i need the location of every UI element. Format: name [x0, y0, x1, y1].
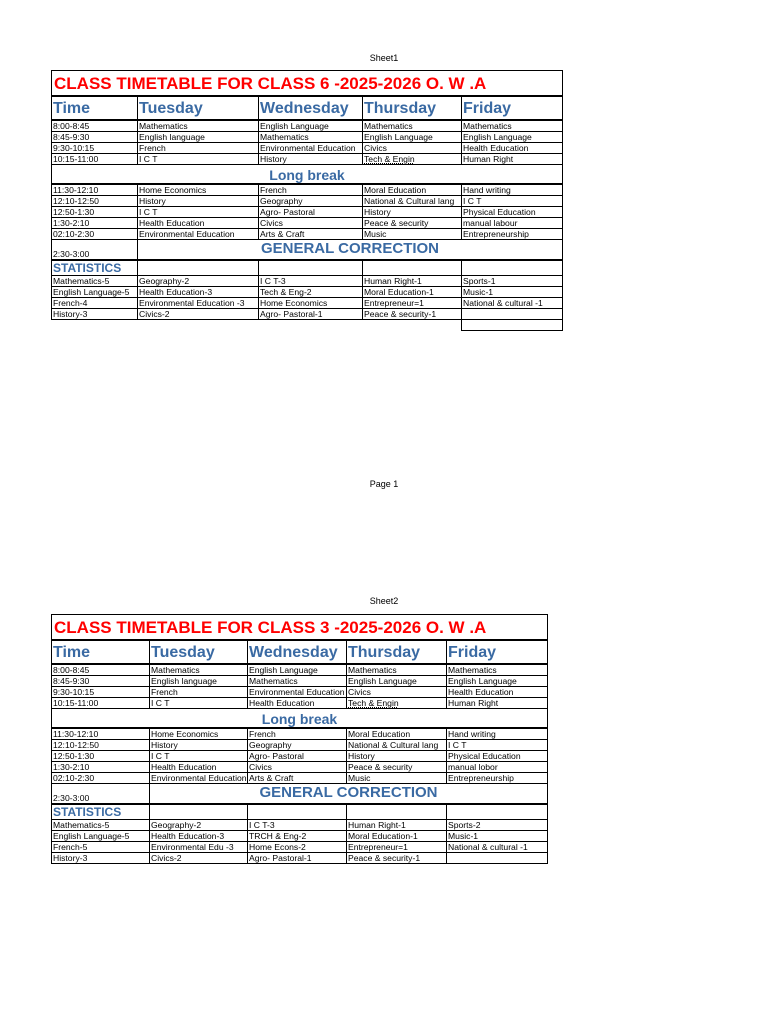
table-cell: National & cultural -1	[447, 842, 548, 853]
table-cell: French	[150, 687, 248, 698]
table-cell: Sports-2	[447, 820, 548, 831]
table-cell: Mathematics-5	[52, 276, 138, 287]
table-cell: Geography-2	[138, 276, 259, 287]
table-cell: National & cultural -1	[462, 298, 563, 309]
table-cell: Mathematics	[248, 676, 347, 687]
general-correction-label: GENERAL CORRECTION	[138, 240, 563, 261]
table-cell: 10:15-11:00	[52, 698, 150, 709]
table-cell: 12:50-1:30	[52, 751, 150, 762]
table-cell: Health Education-3	[138, 287, 259, 298]
table-cell: 9:30-10:15	[52, 143, 138, 154]
table-cell: Music-1	[462, 287, 563, 298]
table-cell: English Language	[248, 664, 347, 676]
table-cell: Human Right	[447, 698, 548, 709]
table-row	[52, 831, 548, 842]
table-cell: I C T-3	[259, 276, 363, 287]
column-header: Tuesday	[138, 96, 259, 120]
table-cell: 12:50-1:30	[52, 207, 138, 218]
table-row	[52, 298, 563, 309]
table-cell: Mathematics	[259, 132, 363, 143]
long-break-row	[52, 709, 548, 729]
table-cell: Mathematics	[447, 664, 548, 676]
page-label: Page 1	[369, 479, 399, 489]
table-cell: Civics	[347, 687, 447, 698]
table-cell: Environmental Education	[259, 143, 363, 154]
table-cell: 11:30-12:10	[52, 728, 150, 740]
title-row	[52, 615, 548, 641]
table-row	[52, 773, 548, 784]
table-cell: Mathematics	[150, 664, 248, 676]
sheet-label: Sheet2	[369, 596, 399, 606]
table-cell: Civics	[248, 762, 347, 773]
table-cell: Entrepreneur=1	[363, 298, 462, 309]
table-cell: Entrepreneurship	[462, 229, 563, 240]
table-cell: Agro- Pastoral-1	[248, 853, 347, 864]
table-cell: Moral Education-1	[363, 287, 462, 298]
table-cell: manual labour	[462, 218, 563, 229]
table-cell: History	[138, 196, 259, 207]
table-cell: Human Right-1	[347, 820, 447, 831]
table-cell: Mathematics	[138, 120, 259, 132]
table-cell: Home Econs-2	[248, 842, 347, 853]
table-cell: Civics	[363, 143, 462, 154]
table-cell: Human Right-1	[363, 276, 462, 287]
table-cell: Agro- Pastoral-1	[259, 309, 363, 320]
table-cell: Tech & Eng-2	[259, 287, 363, 298]
table-cell: Agro- Pastoral	[259, 207, 363, 218]
table-cell: Peace & security	[347, 762, 447, 773]
table-cell: History	[347, 751, 447, 762]
timetable-title: CLASS TIMETABLE FOR CLASS 6 -2025-2026 O. W .A	[52, 71, 563, 97]
table-cell	[363, 260, 462, 276]
table-cell: French-4	[52, 298, 138, 309]
table-cell	[150, 804, 248, 820]
table-cell: English Language-5	[52, 831, 150, 842]
table-cell: 02:10-2:30	[52, 773, 150, 784]
table-cell: Peace & security	[363, 218, 462, 229]
table-cell: I C T	[462, 196, 563, 207]
table-cell: 12:10-12:50	[52, 740, 150, 751]
timetable	[51, 614, 548, 864]
table-cell: 8:00-8:45	[52, 664, 150, 676]
table-cell	[462, 320, 563, 331]
table-cell: English language	[138, 132, 259, 143]
statistics-row	[52, 804, 548, 820]
table-row	[52, 853, 548, 864]
table-row	[52, 309, 563, 320]
table-cell: Health Education	[138, 218, 259, 229]
table-cell: Sports-1	[462, 276, 563, 287]
table-cell: 8:45-9:30	[52, 132, 138, 143]
long-break-row	[52, 165, 563, 185]
table-cell	[447, 804, 548, 820]
table-cell: Human Right	[462, 154, 563, 165]
table-row	[52, 320, 563, 331]
table-cell: Moral Education	[363, 184, 462, 196]
table-cell: Home Economics	[138, 184, 259, 196]
table-cell: 1:30-2:10	[52, 762, 150, 773]
table-cell: Entrepreneur=1	[347, 842, 447, 853]
general-correction-label: GENERAL CORRECTION	[150, 784, 548, 805]
table-cell: National & Cultural lang	[347, 740, 447, 751]
table-row	[52, 218, 563, 229]
table-cell: English Language-5	[52, 287, 138, 298]
table-cell: Physical Education	[447, 751, 548, 762]
table-cell	[138, 320, 259, 331]
column-header: Time	[52, 96, 138, 120]
table-row	[52, 120, 563, 132]
table-cell: 11:30-12:10	[52, 184, 138, 196]
statistics-label: STATISTICS	[52, 804, 150, 820]
table-cell: Entrepreneurship	[447, 773, 548, 784]
table-cell: Environmental Education	[249, 687, 345, 697]
table-cell: I C T-3	[248, 820, 347, 831]
table-row	[52, 196, 563, 207]
timetable-title: CLASS TIMETABLE FOR CLASS 3 -2025-2026 O. W .A	[52, 615, 548, 641]
table-row	[52, 276, 563, 287]
table-cell: 12:10-12:50	[52, 196, 138, 207]
column-header: Wednesday	[259, 96, 363, 120]
table-cell: Tech & Engin	[347, 698, 447, 709]
table-cell: Health Education	[462, 143, 563, 154]
table-cell: Agro- Pastoral	[248, 751, 347, 762]
table-cell: I C T	[150, 751, 248, 762]
table-row	[52, 751, 548, 762]
table-cell: Mathematics	[363, 120, 462, 132]
table-cell: French-5	[52, 842, 150, 853]
statistics-label: STATISTICS	[52, 260, 138, 276]
table-row	[52, 143, 563, 154]
header-row	[52, 640, 548, 664]
table-cell: English Language	[447, 676, 548, 687]
table-row	[52, 762, 548, 773]
table-cell: Tech & Engin	[363, 154, 462, 165]
table-cell: History	[363, 207, 462, 218]
table-cell	[52, 320, 138, 331]
table-cell: English Language	[259, 120, 363, 132]
long-break-label: Long break	[52, 165, 563, 185]
table-row	[52, 184, 563, 196]
table-row	[52, 740, 548, 751]
table-cell: Home Economics	[150, 728, 248, 740]
table-cell: Arts & Craft	[259, 229, 363, 240]
table-row	[52, 842, 548, 853]
table-cell: Geography	[259, 196, 363, 207]
table-cell: Hand writing	[447, 728, 548, 740]
table-cell: English Language	[347, 676, 447, 687]
column-header: Thursday	[363, 96, 462, 120]
table-cell	[462, 260, 563, 276]
table-cell: History	[259, 154, 363, 165]
table-cell: French	[259, 184, 363, 196]
table-cell: Geography-2	[150, 820, 248, 831]
table-cell: English Language	[363, 132, 462, 143]
table-cell: Geography	[248, 740, 347, 751]
column-header: Tuesday	[150, 640, 248, 664]
table-cell: Environmental Edu -3	[150, 842, 248, 853]
table-cell: I C T	[138, 154, 259, 165]
table-cell: Health Education	[447, 687, 548, 698]
table-cell: manual lobor	[447, 762, 548, 773]
table-cell: 2:30-3:00	[52, 784, 150, 805]
table-cell: 9:30-10:15	[52, 687, 150, 698]
table-cell: 02:10-2:30	[52, 229, 138, 240]
table-cell: 10:15-11:00	[52, 154, 138, 165]
table-cell: Moral Education-1	[347, 831, 447, 842]
table-row	[52, 229, 563, 240]
table-cell: 8:45-9:30	[52, 676, 150, 687]
table-cell: National & Cultural lang	[363, 196, 462, 207]
table-cell: Health Education	[150, 762, 248, 773]
table-cell: 8:00-8:45	[52, 120, 138, 132]
table-cell	[347, 804, 447, 820]
table-cell	[248, 804, 347, 820]
table-cell: History-3	[52, 853, 150, 864]
table-cell: Peace & security-1	[347, 853, 447, 864]
table-cell	[138, 260, 259, 276]
table-cell: Peace & security-1	[363, 309, 462, 320]
table-row	[52, 207, 563, 218]
statistics-row	[52, 260, 563, 276]
table-cell: Environmental Education -3	[138, 298, 259, 309]
table-row	[52, 664, 548, 676]
column-header: Friday	[447, 640, 548, 664]
timetable	[51, 70, 563, 331]
sheet-label: Sheet1	[369, 53, 399, 63]
table-cell	[259, 320, 363, 331]
table-cell: 2:30-3:00	[52, 240, 138, 261]
table-cell: I C T	[150, 698, 248, 709]
table-cell: Music-1	[447, 831, 548, 842]
table-cell: History-3	[52, 309, 138, 320]
column-header: Thursday	[347, 640, 447, 664]
table-cell	[363, 320, 462, 331]
table-cell: Mathematics-5	[52, 820, 150, 831]
table-row	[52, 820, 548, 831]
table-cell: Music	[363, 229, 462, 240]
table-cell	[462, 309, 563, 320]
table-cell: Mathematics	[462, 120, 563, 132]
table-row	[52, 676, 548, 687]
table-cell: Health Education	[248, 698, 347, 709]
general-correction-row	[52, 784, 548, 805]
table-cell: I C T	[138, 207, 259, 218]
table-cell: Hand writing	[462, 184, 563, 196]
table-cell: English Language	[462, 132, 563, 143]
table-cell: French	[138, 143, 259, 154]
table-cell: English language	[150, 676, 248, 687]
table-cell: Environmental Education	[151, 773, 247, 783]
table-cell: Health Education-3	[150, 831, 248, 842]
long-break-label: Long break	[52, 709, 548, 729]
column-header: Wednesday	[248, 640, 347, 664]
table-cell: History	[150, 740, 248, 751]
table-cell	[447, 853, 548, 864]
table-cell: French	[248, 728, 347, 740]
table-row	[52, 132, 563, 143]
table-cell: Physical Education	[462, 207, 563, 218]
table-cell: Civics-2	[138, 309, 259, 320]
table-cell: Civics	[259, 218, 363, 229]
table-cell: 1:30-2:10	[52, 218, 138, 229]
table-row	[52, 698, 548, 709]
table-cell: Civics-2	[150, 853, 248, 864]
table-cell: Moral Education	[347, 728, 447, 740]
table-row	[52, 687, 548, 698]
column-header: Time	[52, 640, 150, 664]
table-cell: Home Economics	[259, 298, 363, 309]
table-cell: Environmental Education	[138, 229, 259, 240]
table-row	[52, 728, 548, 740]
table-row	[52, 287, 563, 298]
table-row	[52, 154, 563, 165]
table-cell	[259, 260, 363, 276]
table-cell: Music	[347, 773, 447, 784]
table-cell: Mathematics	[347, 664, 447, 676]
header-row	[52, 96, 563, 120]
table-cell: TRCH & Eng-2	[248, 831, 347, 842]
column-header: Friday	[462, 96, 563, 120]
table-cell: Arts & Craft	[248, 773, 347, 784]
general-correction-row	[52, 240, 563, 261]
table-cell: I C T	[447, 740, 548, 751]
title-row	[52, 71, 563, 97]
